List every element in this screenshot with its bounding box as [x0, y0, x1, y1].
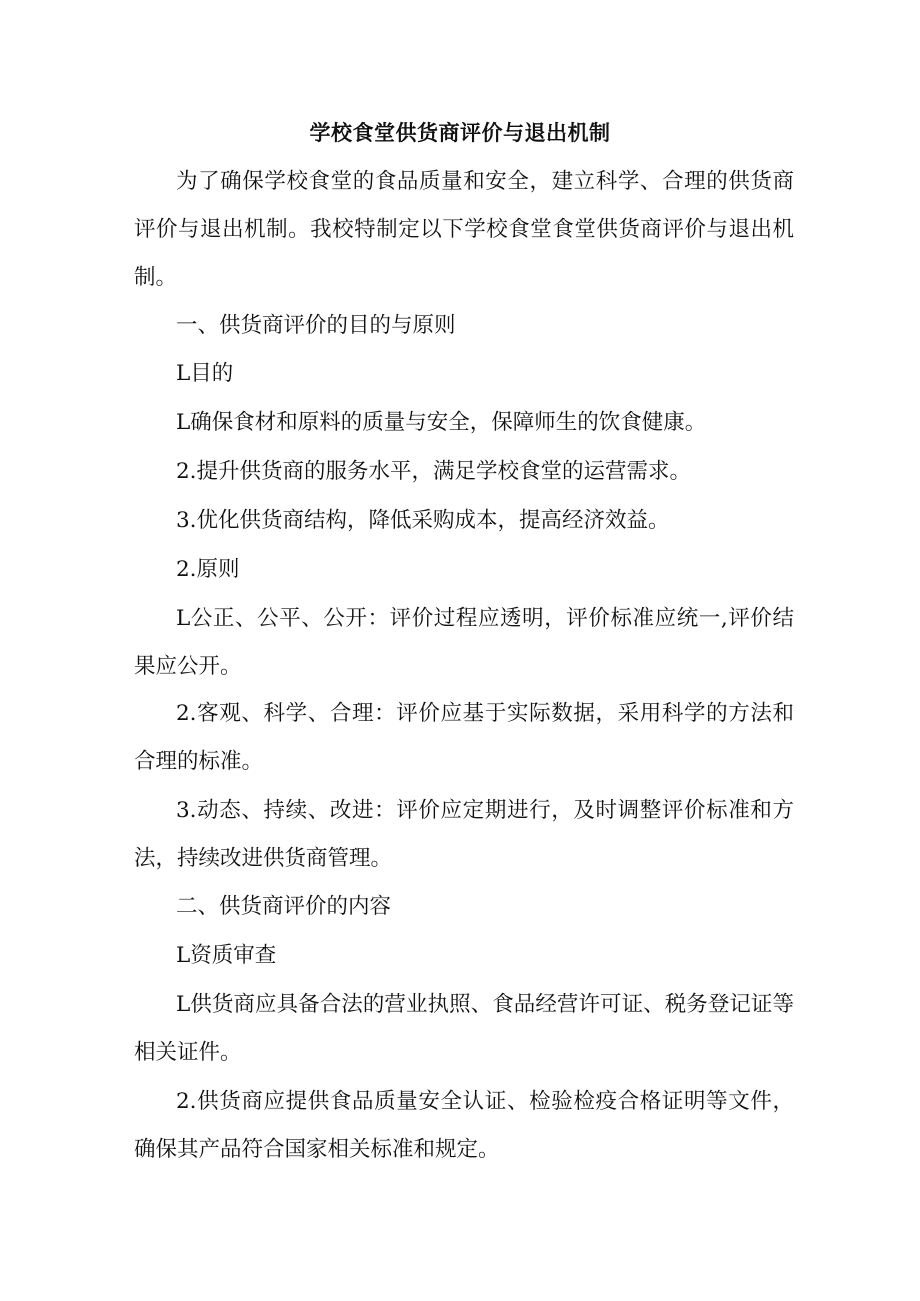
subheading-purpose: L目的 — [176, 361, 234, 386]
list-item: L供货商应具备合法的营业执照、食品经营许可证、税务登记证等相关证件。 — [134, 992, 794, 1065]
list-item: 2.提升供货商的服务水平，满足学校食堂的运营需求。 — [176, 459, 692, 484]
section-heading-1: 一、供货商评价的目的与原则 — [176, 313, 456, 338]
subheading-principles: 2.原则 — [176, 557, 240, 582]
list-item: 3.优化供货商结构，降低采购成本，提高经济效益。 — [176, 508, 670, 533]
subheading-qualification: L资质审查 — [176, 943, 277, 968]
section-heading-2: 二、供货商评价的内容 — [176, 894, 392, 919]
list-item: 2.客观、科学、合理：评价应基于实际数据，采用科学的方法和合理的标准。 — [134, 701, 794, 774]
document-title: 学校食堂供货商评价与退出机制 — [309, 120, 611, 145]
list-item: 2.供货商应提供食品质量安全认证、检验检疫合格证明等文件，确保其产品符合国家相关标准和规定。 — [134, 1089, 794, 1162]
list-item: L确保食材和原料的质量与安全，保障师生的饮食健康。 — [176, 410, 707, 435]
list-item: 3.动态、持续、改进：评价应定期进行，及时调整评价标准和方法，持续改进供货商管理。 — [134, 798, 794, 871]
list-item: L公正、公平、公开：评价过程应透明，评价标准应统一,评价结果应公开。 — [134, 606, 794, 679]
intro-paragraph: 为了确保学校食堂的食品质量和安全，建立科学、合理的供货商评价与退出机制。我校特制定以下学校食堂食堂供货商评价与退出机制。 — [134, 169, 794, 290]
